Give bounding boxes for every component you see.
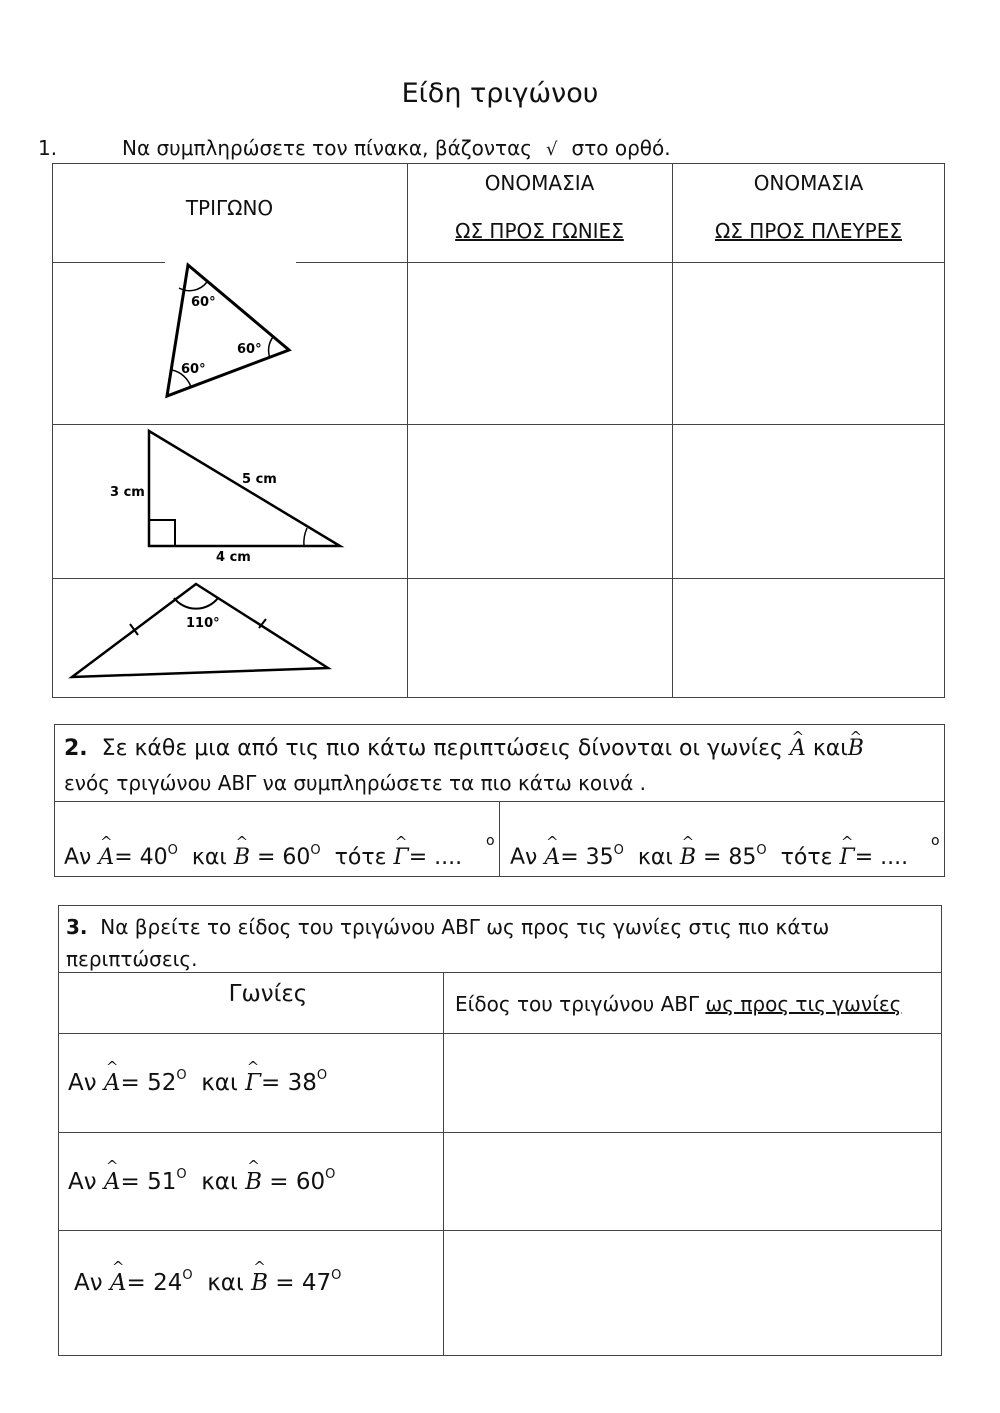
header-naming-angles: ΟΝΟΜΑΣΙΑ: [484, 171, 595, 195]
angle-label-bottom: 60°: [181, 362, 206, 377]
header-by-angles: ΩΣ ΠΡΟΣ ΓΩΝΙΕΣ: [455, 219, 624, 243]
q3-row-1: Αν ^ $A= 52^O$ και ^ $\Gamma= 38^O$: [68, 1070, 327, 1096]
angle-label-right: 60°: [237, 342, 262, 357]
equilateral-triangle-figure: [155, 258, 305, 403]
angle-a-symbol: ^ A: [790, 732, 806, 766]
side-label-4cm: 4 cm: [216, 550, 251, 565]
q1-instruction: [38, 136, 671, 160]
q3-number: 3.: [66, 915, 88, 939]
angle-label-110: 110°: [186, 616, 220, 631]
obtuse-triangle-figure: [66, 580, 336, 686]
q3-row-2: Αν ^ $A= 51^O$ και ^ $B = 60^O$: [68, 1169, 335, 1195]
right-triangle-figure: [100, 426, 350, 571]
q3-instruction: 3. Να βρείτε το είδος του τριγώνου ΑΒΓ ως προς τις γωνίες στις πιο κάτω περιπτώσεις.: [66, 915, 830, 971]
side-label-5cm: 5 cm: [242, 472, 277, 487]
q2-instruction: 2. Σε κάθε μια από τις πιο κάτω περιπτώσεις δίνονται οι γωνίες ^ A και^ B ενός τριγώνου ΑΒΓ να συμπληρώσετε τα πιο κάτω κοινά .: [64, 732, 944, 800]
page-title: Είδη τριγώνου: [401, 78, 599, 109]
q2-number: 2.: [64, 736, 88, 761]
q3-header-angles: Γωνίες: [228, 981, 308, 1007]
q1-text-pre: Να συμπληρώσετε τον πίνακα, βάζοντας: [122, 136, 533, 160]
q2-case-2-degree: o: [931, 833, 940, 849]
angle-label-top: 60°: [191, 295, 216, 310]
q1-number: 1.: [38, 136, 58, 160]
q3-header-kind: Είδος του τριγώνου ΑΒΓ ως προς τις γωνίες: [455, 992, 902, 1016]
angle-b-symbol: ^ B: [848, 732, 864, 766]
header-triangle: ΤΡΙΓΩΝΟ: [185, 196, 274, 220]
q3-row-3: Αν ^ $A= 24^O$ και ^ $B = 47^O$: [74, 1270, 341, 1296]
check-mark-icon: √: [546, 139, 558, 160]
header-by-sides: ΩΣ ΠΡΟΣ ΠΛΕΥΡΕΣ: [714, 219, 903, 243]
q2-case-1: Αν ^ $A= 40^O$ και ^ $B = 60^O$ τότε ^ Γ= ....: [64, 845, 462, 870]
q2-case-1-degree: o: [486, 833, 495, 849]
q2-case-2: Αν ^ $A= 35^O$ και ^ $B = 85^O$ τότε ^ Γ= ....: [510, 845, 908, 870]
side-label-3cm: 3 cm: [110, 485, 145, 500]
q1-text-post: στο ορθό.: [571, 136, 671, 160]
header-naming-sides: ΟΝΟΜΑΣΙΑ: [753, 171, 864, 195]
